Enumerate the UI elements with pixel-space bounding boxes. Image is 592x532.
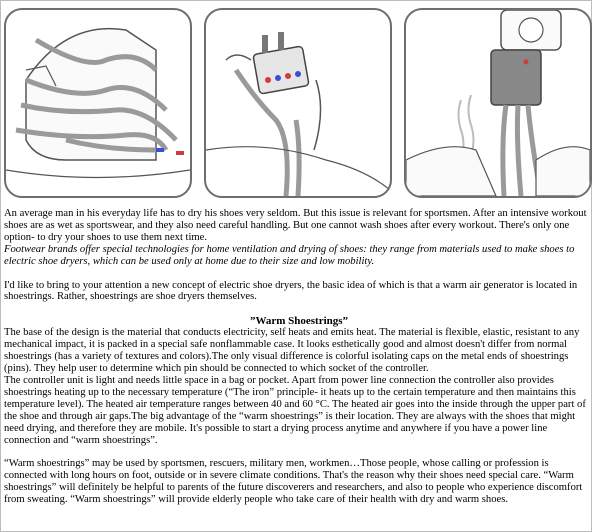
illustration-controller-plug [204,8,392,198]
paragraph-intro: An average man in his everyday life has to dry his shoes very seldom. But this issue is relevant for sportsmen. After an intensive workout shoes are as wet as sportswear, and they also need careful handling. But one cannot wash shoes after every workout. There's only one option- to dry your shoes to use them next time. [4,208,587,243]
paragraph-footwear-brands: Footwear brands offer special technologies for home ventilation and drying of shoes: they range from materials used to make shoes to electric shoe dryers, which can be used only at home due to their size and low mobility. [4,243,575,267]
illustration-shoe-laces [4,8,192,198]
illustration-socket-shoes [404,8,592,198]
section-heading: ”Warm Shoestrings” [249,315,349,328]
paragraph-concept: I'd like to bring to your attention a new concept of electric shoe dryers, the basic idea of which is that a warm air generator is located in shoestrings. Rather, shoestrings are shoe dryers themselves. [4,279,578,303]
shoe-laces-drawing [6,10,190,196]
socket-shoes-drawing [406,10,590,196]
paragraph-users: “Warm shoestrings” may be used by sportsmen, rescuers, military men, workmen…Those people, whose calling or profession is connected with long hours on foot, outside or in severe climate conditions. That's the reason why their shoes need special care. “Warm shoestrings” will definitely be helpful to parents of the future discoverers and researchers, and also to people who experience discomfort from sweating. “Warm shoestrings” will provide elderly people who take care of their health with dry and warm shoes. [4,458,583,506]
paragraph-controller: The controller unit is light and needs little space in a bag or pocket. Apart from power line connection the controller also provides shoestrings heating up to the necessary temperature (“The iron” principle- it heats up to the certain temperature and then maintains this temperature level). The heated air temperature ranges between 40 and 60 °C. The heated air goes into the inside through the upper part of the shoe and through air gaps.The big advantage of the “warm shoestrings” is their location. They are always with the shoes that might need drying, and therefore they are mobile. It's possible to start a drying process anytime and anywhere if you have a power line connection and “warm shoestrings”. [4,374,586,446]
controller-plug-drawing [206,10,390,196]
paragraph-design: The base of the design is the material that conducts electricity, self heats and emits heat. The material is flexible, elastic, resistant to any mechanical impact, it is packed in a special safe nonflammable case. It looks esthetically good and almost doesn't differ from normal shoestrings (has a variety of textures and colors).The only visual difference is colorful isolating caps on the metal ends of shoestrings (pins). They help user to determine which pin should be connected to which socket of the controller. [4,327,580,375]
article-text [4,208,592,506]
